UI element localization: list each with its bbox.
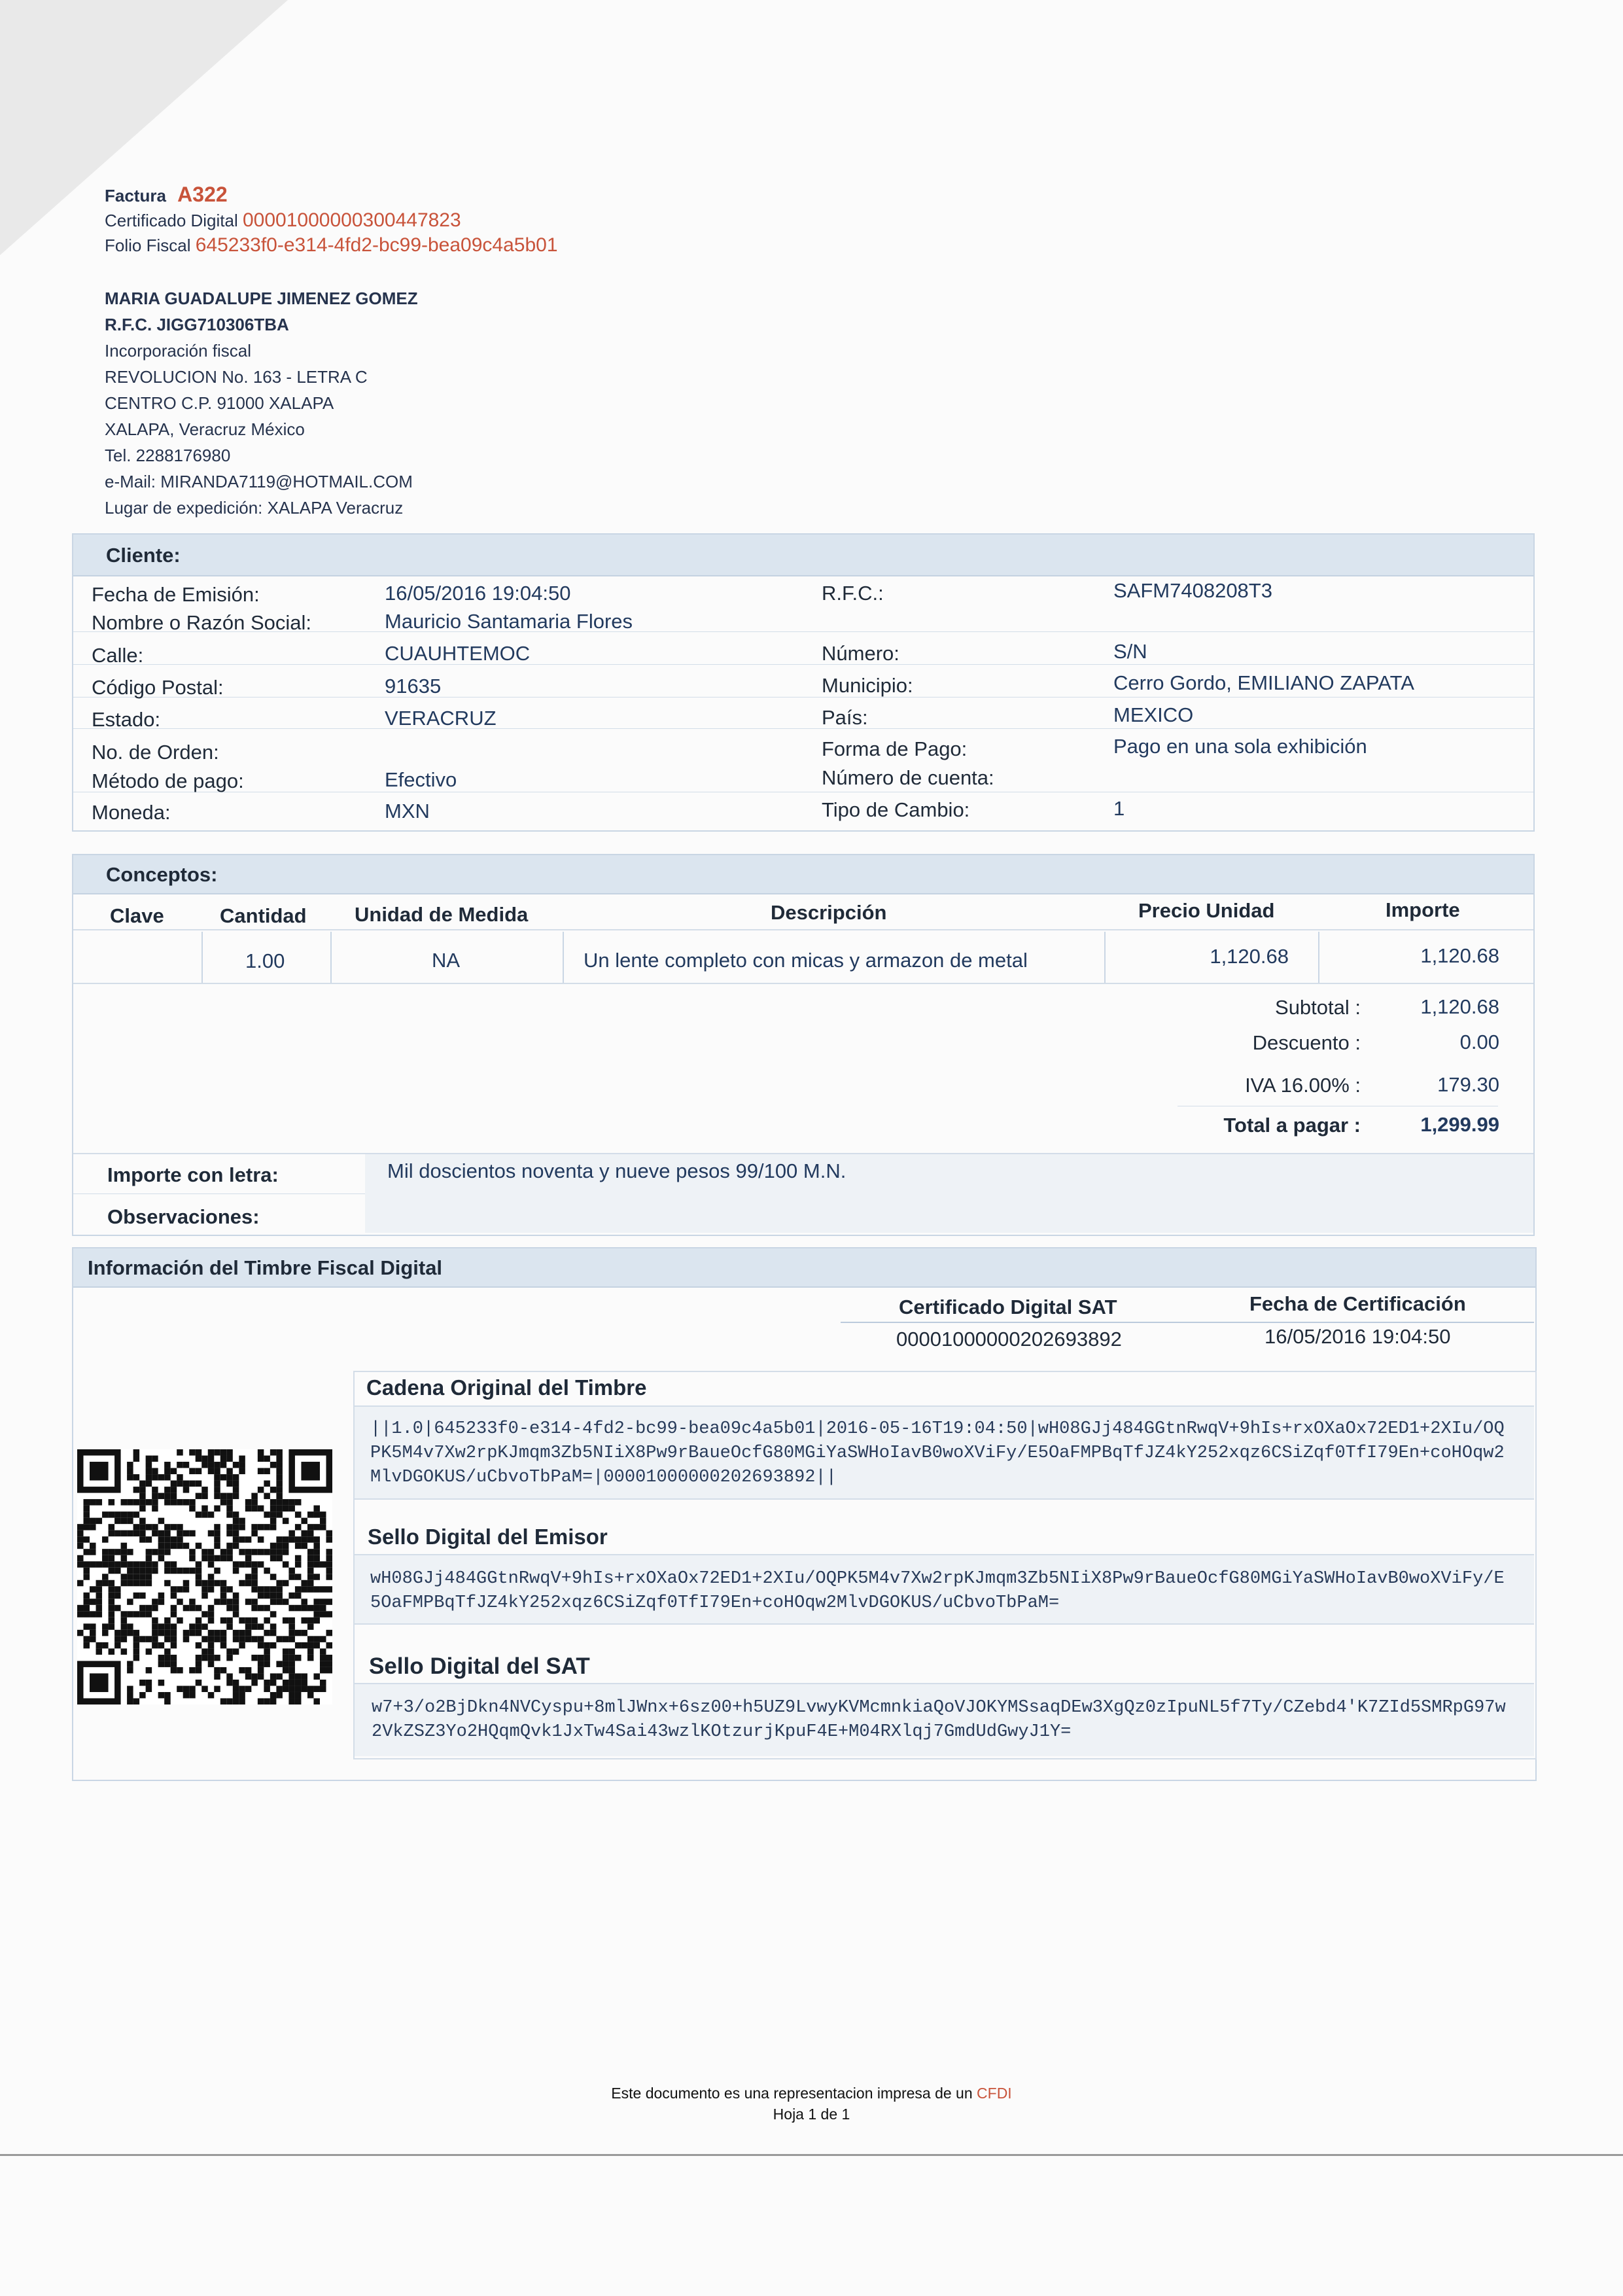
issuer-rfc: R.F.C. JIGG710306TBA (105, 315, 289, 334)
subtotal-value: 1,120.68 (1420, 995, 1499, 1018)
factura-label: Factura (105, 186, 166, 205)
row-cantidad: 1.00 (245, 949, 285, 972)
numero-value: S/N (1113, 640, 1147, 663)
footer-line1 (0, 2085, 1623, 2102)
municipio-label: Municipio: (822, 674, 913, 697)
metodo-value: Efectivo (385, 768, 457, 791)
footer-page: Hoja 1 de 1 (773, 2106, 850, 2123)
folio-label: Folio Fiscal (105, 236, 191, 255)
th-importe: Importe (1386, 898, 1460, 921)
calle-label: Calle: (92, 644, 144, 667)
orden-label: No. de Orden: (92, 741, 219, 764)
fecha-cert-value: 16/05/2016 19:04:50 (1265, 1325, 1451, 1348)
cadena-value: ||1.0|645233f0-e314-4fd2-bc99-bea09c4a5b01|2016-05-16T19:04:50|wH08GJj484GGtnRwqV+9hIs+rxOXaOx72ED1+2XIu/OQPK5M4v7Xw2rpKJmqm3Zb5NIiX8Pw9rBaueOcfG80MGiYaSWHoIavB0woXViFy/E5OaFMPBqTfJZ4kY252xqz6CSiZqf0TfI79En+coHOqw2MlvDGOKUS/uCbvoTbPaM=|00001000000202693892|| (370, 1419, 1505, 1487)
th-descripcion: Descripción (771, 901, 887, 924)
sello-sat-label: Sello Digital del SAT (369, 1653, 590, 1679)
issuer-place: Lugar de expedición: XALAPA Veracruz (105, 498, 404, 518)
concepts-title-bar (73, 855, 1533, 894)
numero-label: Número: (822, 642, 899, 665)
pais-label: País: (822, 706, 868, 729)
total-value: 1,299.99 (1420, 1113, 1499, 1136)
sello-sat-value: w7+3/o2BjDkn4NVCyspu+8mlJWnx+6sz00+h5UZ9LvwyKVMcmnkiaQoVJOKYMSsaqDEw3XgQz0zIpuNL5f7Ty/CZebd4'K7ZId5SMRpG97w2VkZSZ3Yo2HQqmQvk1JxTw4Sai43wzlKOtzurjKpuF4E+M04RXlqj7GmdUdGwyJ1Y= (372, 1698, 1506, 1742)
municipio-value: Cerro Gordo, EMILIANO ZAPATA (1113, 671, 1414, 694)
cert-sat-value: 00001000000202693892 (896, 1328, 1122, 1351)
folio-value: 645233f0-e314-4fd2-bc99-bea09c4a5b01 (195, 234, 558, 256)
issuer-block (105, 285, 418, 521)
issuer-address1: REVOLUCION No. 163 - LETRA C (105, 367, 368, 387)
th-unidad: Unidad de Medida (355, 903, 529, 926)
rfc-label: R.F.C.: (822, 582, 884, 605)
estado-value: VERACRUZ (385, 707, 497, 730)
estado-label: Estado: (92, 708, 161, 731)
sello-emisor-label: Sello Digital del Emisor (368, 1525, 608, 1549)
cert-label: Certificado Digital (105, 211, 238, 230)
iva-value: 179.30 (1437, 1073, 1499, 1096)
th-clave: Clave (110, 904, 164, 927)
iva-label: IVA 16.00% : (1245, 1074, 1361, 1097)
row-precio: 1,120.68 (1210, 945, 1289, 968)
moneda-value: MXN (385, 800, 430, 822)
timbre-title: Información del Timbre Fiscal Digital (88, 1256, 443, 1279)
cadena-label: Cadena Original del Timbre (366, 1375, 647, 1400)
cp-label: Código Postal: (92, 676, 224, 699)
subtotal-label: Subtotal : (1275, 996, 1361, 1019)
invoice-header (105, 182, 558, 258)
forma-label: Forma de Pago: (822, 737, 968, 760)
th-precio: Precio Unidad (1138, 899, 1275, 922)
moneda-label: Moneda: (92, 801, 171, 824)
descuento-label: Descuento : (1252, 1031, 1361, 1054)
issuer-address3: XALAPA, Veracruz México (105, 419, 305, 439)
client-title: Cliente: (106, 544, 181, 567)
metodo-label: Método de pago: (92, 769, 244, 792)
issuer-email: e-Mail: MIRANDA7119@HOTMAIL.COM (105, 472, 413, 491)
cuenta-label: Número de cuenta: (822, 766, 994, 789)
sello-emisor-value: wH08GJj484GGtnRwqV+9hIs+rxOXaOx72ED1+2XIu/OQPK5M4v7Xw2rpKJmqm3Zb5NIiX8Pw9rBaueOcfG80MGiYaSWHoIavB0woXViFy/E5OaFMPBqTfJZ4kY252xqz6CSiZqf0TfI79En+coHOqw2MlvDGOKUS/uCbvoTbPaM= (370, 1569, 1505, 1613)
issuer-regime: Incorporación fiscal (105, 341, 251, 361)
nombre-label: Nombre o Razón Social: (92, 611, 311, 634)
timbre-title-bar (73, 1248, 1535, 1288)
cert-value: 00001000000300447823 (242, 209, 461, 231)
nombre-value: Mauricio Santamaria Flores (385, 610, 633, 633)
cert-sat-label: Certificado Digital SAT (899, 1296, 1117, 1318)
calle-value: CUAUHTEMOC (385, 642, 531, 665)
concepts-title: Conceptos: (106, 863, 218, 886)
footer-text: Este documento es una representacion impresa de un (611, 2085, 973, 2102)
client-title-bar (73, 535, 1533, 576)
factura-number: A322 (177, 183, 228, 206)
total-label: Total a pagar : (1223, 1114, 1361, 1137)
cambio-value: 1 (1113, 797, 1125, 820)
cp-value: 91635 (385, 675, 442, 698)
footer-cfdi: CFDI (977, 2085, 1012, 2102)
issuer-name: MARIA GUADALUPE JIMENEZ GOMEZ (105, 289, 418, 308)
fecha-cert-label: Fecha de Certificación (1249, 1292, 1466, 1315)
th-cantidad: Cantidad (220, 904, 307, 927)
issuer-address2: CENTRO C.P. 91000 XALAPA (105, 393, 334, 413)
fecha-value: 16/05/2016 19:04:50 (385, 582, 571, 605)
row-unidad: NA (432, 949, 461, 972)
letra-label: Importe con letra: (107, 1163, 279, 1186)
descuento-value: 0.00 (1459, 1031, 1499, 1053)
cambio-label: Tipo de Cambio: (822, 798, 970, 821)
forma-value: Pago en una sola exhibición (1113, 735, 1367, 758)
row-importe: 1,120.68 (1420, 944, 1499, 967)
issuer-phone: Tel. 2288176980 (105, 446, 231, 465)
qr-code-icon (77, 1449, 332, 1704)
fecha-label: Fecha de Emisión: (92, 583, 260, 606)
row-descripcion: Un lente completo con micas y armazon de metal (584, 949, 1028, 972)
letra-value: Mil doscientos noventa y nueve pesos 99/100 M.N. (387, 1159, 846, 1182)
rfc-value: SAFM7408208T3 (1113, 579, 1272, 602)
observaciones-label: Observaciones: (107, 1205, 260, 1228)
pais-value: MEXICO (1113, 703, 1194, 726)
